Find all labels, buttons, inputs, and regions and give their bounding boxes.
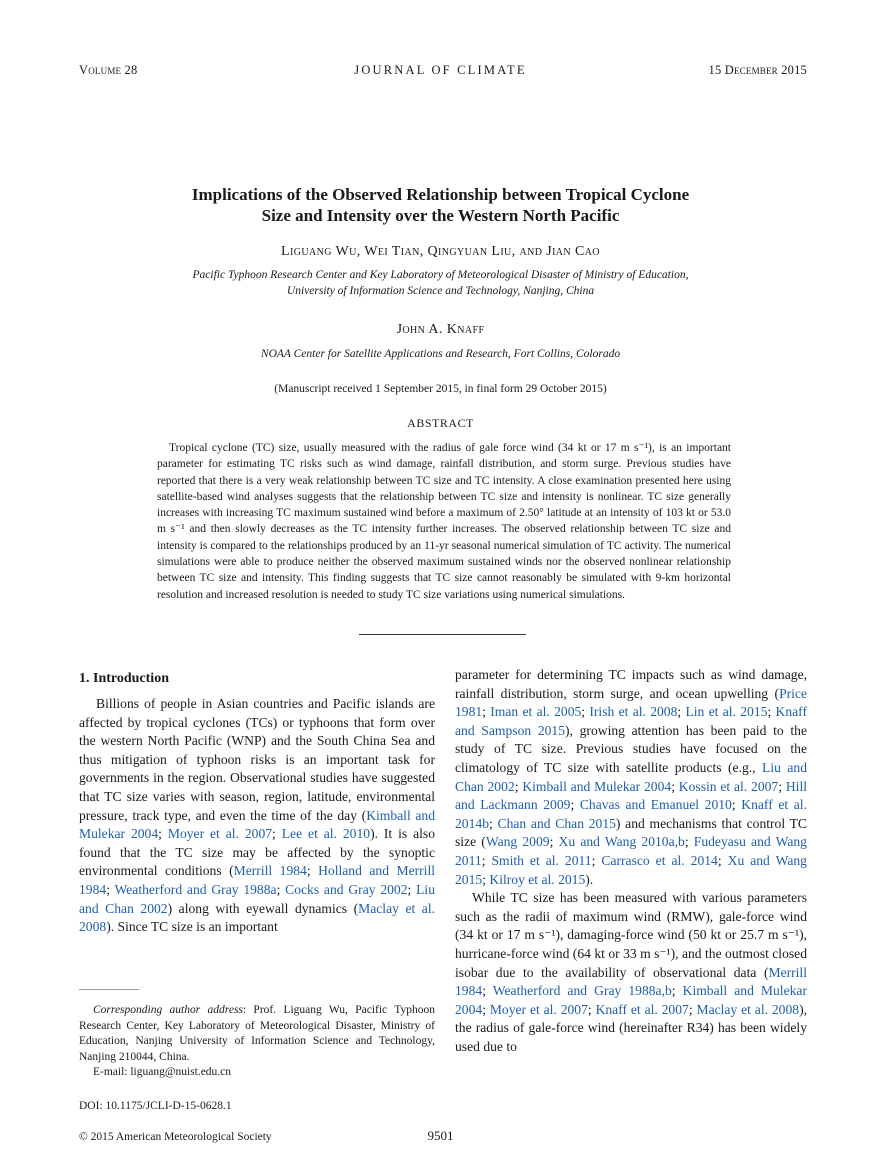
footnote-label: Corresponding author address: [93, 1004, 243, 1016]
title-line-1: Implications of the Observed Relationship between Tropical Cyclone: [191, 185, 690, 204]
paragraph-text: ;: [684, 834, 694, 850]
intro-paragraph-2: [455, 889, 807, 1056]
citation-link[interactable]: Moyer et al. 2007: [489, 1001, 588, 1017]
citation-link[interactable]: Knaff and Sampson 2015: [455, 704, 807, 738]
paragraph-text: parameter for determining TC impacts such as wind damage, rainfall distribution, storm surge, and ocean upwelling (: [455, 667, 807, 701]
paragraph-text: ;: [482, 1001, 490, 1017]
citation-link[interactable]: Smith et al. 2011: [491, 852, 592, 868]
citation-link[interactable]: Chan and Chan 2015: [497, 815, 616, 831]
section-divider: [359, 634, 526, 635]
citation-link[interactable]: Xu and Wang 2015: [455, 852, 807, 887]
author-list-1: Liguang Wu, Wei Tian, Qingyuan Liu, and Jian Cao: [281, 244, 600, 259]
footnote-divider: [79, 989, 139, 990]
citation-link[interactable]: Merrill 1984: [233, 863, 307, 879]
title-line-2: Size and Intensity over the Western North Pacific: [261, 206, 620, 225]
citation-link[interactable]: Merrill 1984: [455, 964, 807, 999]
paragraph-text: ;: [581, 704, 590, 720]
paragraph-text: Billions of people in Asian countries and Pacific islands are affected by tropical cyclones (TCs) or typhoons that form over the western North Pacific (WNP) and the South China Sea and thus mitigation of typhoon risks is an important task for governments in the region. Observational studies have suggested that TC size varies with season, region, latitude, environmental pressure, track type, and even the time of the day (: [79, 696, 435, 823]
paragraph-text: ;: [482, 871, 490, 887]
paragraph-text: ;: [276, 881, 286, 897]
abstract-heading: ABSTRACT: [407, 416, 474, 430]
copyright: © 2015 American Meteorological Society: [79, 1131, 272, 1143]
affiliation-2: NOAA Center for Satellite Applications and Research, Fort Collins, Colorado: [260, 348, 621, 360]
paragraph-text: ;: [549, 834, 559, 850]
section-heading-introduction: 1. Introduction: [79, 671, 169, 686]
paragraph-text: ). It is also found that the TC size may be affected by the synoptic environmental conditions (: [79, 826, 435, 879]
citation-link[interactable]: Chavas and Emanuel 2010: [579, 797, 732, 813]
manuscript-dates: (Manuscript received 1 September 2015, in final form 29 October 2015): [274, 383, 607, 395]
doi: DOI: 10.1175/JCLI-D-15-0628.1: [79, 1100, 232, 1112]
citation-link[interactable]: Iman et al. 2005: [490, 704, 582, 720]
citation-link[interactable]: Maclay et al. 2008: [696, 1001, 800, 1017]
citation-link[interactable]: Carrasco et al. 2014: [601, 852, 718, 868]
citation-link[interactable]: Price 1981: [455, 685, 807, 720]
citation-link[interactable]: Moyer et al. 2007: [167, 826, 273, 842]
running-header-date: 15 December 2015: [708, 63, 807, 77]
running-header-journal: JOURNAL OF CLIMATE: [354, 63, 527, 77]
paragraph-text: ;: [514, 778, 523, 794]
paragraph-text: ;: [778, 778, 786, 794]
paragraph-text: ;: [158, 826, 168, 842]
citation-link[interactable]: Kimball and Mulekar 2004: [79, 807, 436, 842]
paragraph-text: ), growing attention has been paid to the study of TC size. Previous studies have focused on the climatology of TC size with satellite products (e.g.,: [455, 722, 807, 775]
paper-title: [0, 184, 881, 226]
paragraph-text: ;: [591, 852, 602, 868]
left-column: [79, 671, 435, 937]
citation-link[interactable]: Irish et al. 2008: [589, 704, 678, 720]
footnote-email: E-mail: liguang@nuist.edu.cn: [93, 1066, 232, 1078]
citation-link[interactable]: Kimball and Mulekar 2004: [455, 983, 807, 1017]
author-list-2: John A. Knaff: [396, 322, 485, 337]
paragraph-text: ;: [677, 704, 686, 720]
paragraph-text: ). Since TC size is an important: [106, 919, 278, 935]
citation-link[interactable]: Weatherford and Gray 1988a,b: [492, 983, 672, 999]
paragraph-text: ).: [585, 871, 594, 887]
citation-link[interactable]: Liu and Chan 2002: [79, 881, 435, 916]
paragraph-text: ;: [671, 983, 683, 999]
citation-link[interactable]: Xu and Wang 2010a,b: [558, 834, 685, 850]
paragraph-text: ;: [272, 826, 282, 842]
citation-link[interactable]: Kilroy et al. 2015: [489, 871, 586, 887]
citation-link[interactable]: Lin et al. 2015: [685, 704, 768, 720]
paragraph-text: ;: [767, 704, 776, 720]
footnote-address-text: : Prof. Liguang Wu, Pacific Typhoon Research Center, Key Laboratory of Meteorological Disaster, Ministry of Education, Nanjing University of Information Science and Technology, Nanjing 210044, China.: [79, 1004, 435, 1063]
page-number: 9501: [427, 1128, 454, 1143]
right-column: [455, 666, 807, 1056]
paragraph-text: ;: [482, 983, 493, 999]
citation-link[interactable]: Kimball and Mulekar 2004: [522, 778, 672, 794]
citation-link[interactable]: Fudeyasu and Wang 2011: [455, 834, 807, 868]
citation-link[interactable]: Liu and Chan 2002: [455, 759, 807, 794]
affiliation-1-line-1: Pacific Typhoon Research Center and Key Laboratory of Meteorological Disaster of Ministry of Education,: [192, 269, 689, 281]
paragraph-text: ;: [482, 704, 491, 720]
paragraph-text: ;: [570, 797, 580, 813]
paragraph-text: ;: [671, 778, 679, 794]
paragraph-text: ;: [731, 797, 742, 813]
paragraph-text: ;: [481, 852, 492, 868]
citation-link[interactable]: Knaff et al. 2014b: [455, 797, 807, 831]
paragraph-text: ;: [306, 863, 319, 879]
paragraph-text: ;: [106, 881, 115, 897]
citation-link[interactable]: Hill and Lackmann 2009: [455, 778, 807, 813]
citation-link[interactable]: Kossin et al. 2007: [678, 778, 779, 794]
paragraph-text: ;: [488, 815, 498, 831]
citation-link[interactable]: Maclay et al. 2008: [79, 900, 436, 935]
citation-link[interactable]: Cocks and Gray 2002: [285, 881, 408, 897]
citation-link[interactable]: Holland and Merrill 1984: [79, 863, 435, 897]
paragraph-text: ), the radius of gale-force wind (hereinafter R34) has been widely used due to: [455, 1001, 807, 1054]
footnote-corresponding-author: [79, 1003, 435, 1081]
abstract-text: Tropical cyclone (TC) size, usually measured with the radius of gale force wind (34 kt or 17 m s⁻¹), is an important parameter for estimating TC risks such as wind damage, rainfall distribution, and storm surge. Previous studies have reported that there is a very weak relationship between TC size and TC intensity. A close examination presented here using satellite-based wind analyses suggests that the relationship between TC size and intensity is nonlinear. TC size generally increases with increasing TC maximum sustained wind before a maximum of 2.50° latitude at an intensity of 103 kt or 53.0 m s⁻¹ and then slowly decreases as the TC intensity further increases. The observed relationship between TC size and intensity is compared to the relationships produced by an 11-yr seasonal numerical simulation of TC activity. The numerical simulations were able to produce neither the observed maximum sustained winds nor the observed nonlinear relationship between TC size and intensity. This finding suggests that TC size cannot reasonably be simulated with 9-km horizontal resolution and increased resolution is needed to study TC size variations using numerical simulations.: [157, 442, 731, 601]
paragraph-text: ;: [587, 1001, 596, 1017]
citation-link[interactable]: Knaff et al. 2007: [595, 1001, 689, 1017]
paragraph-text: ;: [407, 881, 417, 897]
affiliation-1: [0, 267, 881, 299]
paragraph-text: While TC size has been measured with various parameters such as the radii of maximum wind (RMW), gale-force wind (34 kt or 17 m s⁻¹), damaging-force wind (50 kt or 25.7 m s⁻¹), hurricane-force wind (64 kt or 33 m s⁻¹), and the outmost closed isobar due to the availability of observational data (: [455, 890, 807, 980]
running-header-volume: Volume 28: [79, 63, 138, 77]
citation-link[interactable]: Wang 2009: [485, 834, 550, 850]
paragraph-text: ;: [717, 852, 728, 868]
paragraph-text: ;: [688, 1001, 697, 1017]
intro-paragraph-1: [79, 695, 435, 937]
paragraph-text: ) and mechanisms that control TC size (: [455, 815, 807, 850]
citation-link[interactable]: Weatherford and Gray 1988a: [114, 881, 277, 897]
affiliation-1-line-2: University of Information Science and Technology, Nanjing, China: [286, 285, 595, 297]
citation-link[interactable]: Lee et al. 2010: [281, 826, 371, 842]
footnote-address: [79, 1003, 435, 1065]
paragraph-text: ) along with eyewall dynamics (: [167, 900, 359, 916]
intro-paragraph-1-continued: [455, 666, 807, 889]
